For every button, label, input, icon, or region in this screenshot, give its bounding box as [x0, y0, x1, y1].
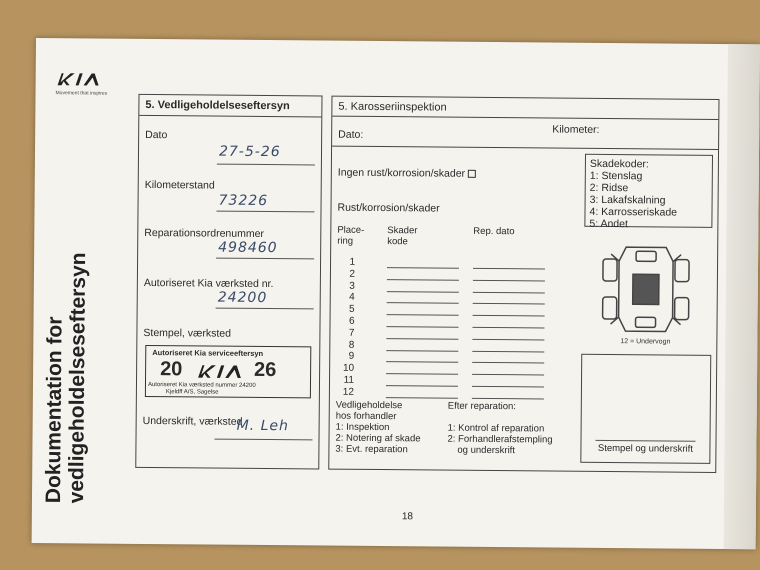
damage-code-line[interactable] — [386, 361, 458, 363]
row-number: 9 — [348, 351, 355, 363]
damage-code-line[interactable] — [387, 279, 459, 281]
damage-code-line[interactable] — [386, 338, 458, 340]
page-number: 18 — [401, 511, 414, 523]
after-repair-item-1: 1: Kontrol af reparation — [447, 422, 545, 435]
vertical-title-line1: Dokumentation for — [41, 316, 67, 504]
row-number: 8 — [348, 339, 355, 351]
body-heading: 5. Karosseriinspektion — [332, 97, 718, 120]
body-date-label: Dato: — [338, 128, 364, 141]
damage-code-5: 5: Andet — [589, 217, 628, 231]
dealer-stamp-box — [580, 354, 711, 464]
damage-code-1: 1: Stenslag — [589, 169, 643, 183]
row-number: 4 — [349, 292, 355, 304]
damage-code-line[interactable] — [387, 267, 459, 269]
damage-codes-title: Skadekoder: — [589, 157, 649, 171]
damage-code-4: 4: Karrosseriskade — [589, 205, 678, 219]
stamp-year-left: 20 — [160, 358, 183, 381]
order-value: 498460 — [218, 239, 278, 257]
maintenance-item-1: 1: Inspektion — [335, 421, 390, 434]
maintenance-item-3: 3: Evt. reparation — [335, 443, 408, 456]
stamp-top-text: Autoriseret Kia serviceeftersyn — [152, 348, 264, 358]
row-number: 2 — [349, 268, 355, 280]
repair-date-line[interactable] — [472, 339, 544, 341]
car-top-view-icon — [580, 239, 711, 350]
km-value: 73226 — [218, 192, 269, 210]
maintenance-item-2: 2: Notering af skade — [335, 432, 421, 445]
manual-page — [32, 38, 760, 549]
kia-logo — [56, 72, 104, 86]
signature-line — [215, 439, 313, 441]
stamp-year-right: 26 — [254, 358, 277, 382]
maintenance-title-1: Vedligeholdelse — [335, 399, 403, 412]
order-label: Reparationsordrenummer — [144, 226, 264, 240]
stamp-sign-label: Stempel og underskrift — [595, 440, 695, 455]
undervogn-label: 12 = Undervogn — [620, 338, 671, 346]
repair-date-line[interactable] — [473, 268, 545, 270]
workshop-value: 24200 — [217, 289, 268, 307]
damage-code-line[interactable] — [386, 326, 458, 328]
signature-label: Underskrift, værksted — [142, 414, 243, 428]
repair-date-line[interactable] — [472, 386, 544, 388]
repair-date-line[interactable] — [472, 374, 544, 376]
no-rust-text: Ingen rust/korrosion/skader — [337, 166, 466, 180]
damage-code-line[interactable] — [387, 314, 459, 316]
stamp-label: Stempel, værksted — [143, 326, 232, 340]
row-number: 3 — [349, 280, 355, 292]
row-number: 7 — [348, 327, 355, 339]
repair-date-line[interactable] — [472, 327, 544, 329]
stamp-kia-logo — [196, 363, 246, 381]
repair-date-line[interactable] — [473, 303, 545, 305]
body-km-label: Kilometer: — [552, 123, 600, 136]
row-number: 11 — [343, 374, 355, 386]
vertical-title-line2: vedligeholdelseseftersyn — [64, 252, 91, 504]
col-placering-2: ring — [337, 235, 354, 247]
after-repair-title: Efter reparation: — [447, 400, 516, 413]
damage-code-line[interactable] — [387, 291, 459, 293]
maintenance-title-2: hos forhandler — [335, 410, 397, 423]
repair-date-line[interactable] — [473, 291, 545, 293]
row-number: 10 — [342, 362, 355, 374]
col-skader-2: kode — [387, 236, 408, 248]
row-number: 1 — [349, 256, 356, 268]
car-diagram — [580, 239, 711, 350]
repair-date-line[interactable] — [472, 398, 544, 400]
workshop-label: Autoriseret Kia værksted nr. — [143, 276, 274, 291]
km-label: Kilometerstand — [144, 178, 215, 192]
col-skader — [387, 225, 417, 247]
maintenance-block — [335, 400, 421, 456]
date-line — [217, 164, 315, 166]
col-placering — [337, 225, 364, 247]
brand-tagline: Movement that inspires — [55, 90, 108, 97]
col-skader-1: Skader — [387, 225, 418, 237]
damage-codes-box — [584, 154, 713, 231]
row-number: 6 — [348, 315, 355, 327]
body-inspection-box — [328, 96, 719, 473]
service-stamp — [145, 345, 311, 398]
after-repair-item-2: 2: Forhandlerafstempling — [447, 433, 553, 446]
damage-code-line[interactable] — [387, 302, 459, 304]
damage-code-3: 3: Lakafskalning — [589, 193, 666, 207]
rust-label: Rust/korrosion/skader — [337, 201, 440, 215]
repair-date-line[interactable] — [473, 315, 545, 317]
service-box — [135, 94, 322, 470]
repair-date-line[interactable] — [473, 280, 545, 282]
stamp-line1: Autoriseret Kia værksted nummer 24200 — [147, 381, 256, 389]
after-repair-block — [447, 401, 553, 457]
signature-value: M. Leh — [236, 417, 289, 435]
workshop-line — [216, 308, 314, 310]
page-edge — [724, 44, 760, 549]
damage-code-line[interactable] — [386, 373, 458, 375]
col-rep: Rep. dato — [473, 225, 515, 238]
row-number: 12 — [342, 386, 354, 398]
date-value: 27-5-26 — [218, 143, 281, 161]
no-rust-checkbox[interactable] — [468, 170, 476, 178]
stamp-line2: Kjeldff A/S, Sagelse — [165, 389, 219, 396]
col-placering-1: Place- — [337, 224, 365, 236]
repair-date-line[interactable] — [472, 350, 544, 352]
after-repair-item-3: og underskrift — [457, 444, 516, 457]
row-number: 5 — [349, 303, 355, 315]
service-heading: 5. Vedligeholdelseseftersyn — [139, 95, 321, 118]
damage-code-line[interactable] — [386, 350, 458, 352]
damage-code-line[interactable] — [386, 385, 458, 387]
km-line — [216, 211, 314, 213]
no-rust-label — [338, 167, 476, 180]
date-label: Dato — [145, 128, 168, 142]
order-line — [216, 258, 314, 260]
damage-code-line[interactable] — [386, 397, 458, 399]
row-numbers — [342, 257, 355, 399]
date-km-row — [332, 117, 718, 150]
vertical-title — [42, 252, 90, 503]
damage-code-2: 2: Ridse — [589, 181, 629, 195]
repair-date-line[interactable] — [472, 362, 544, 364]
